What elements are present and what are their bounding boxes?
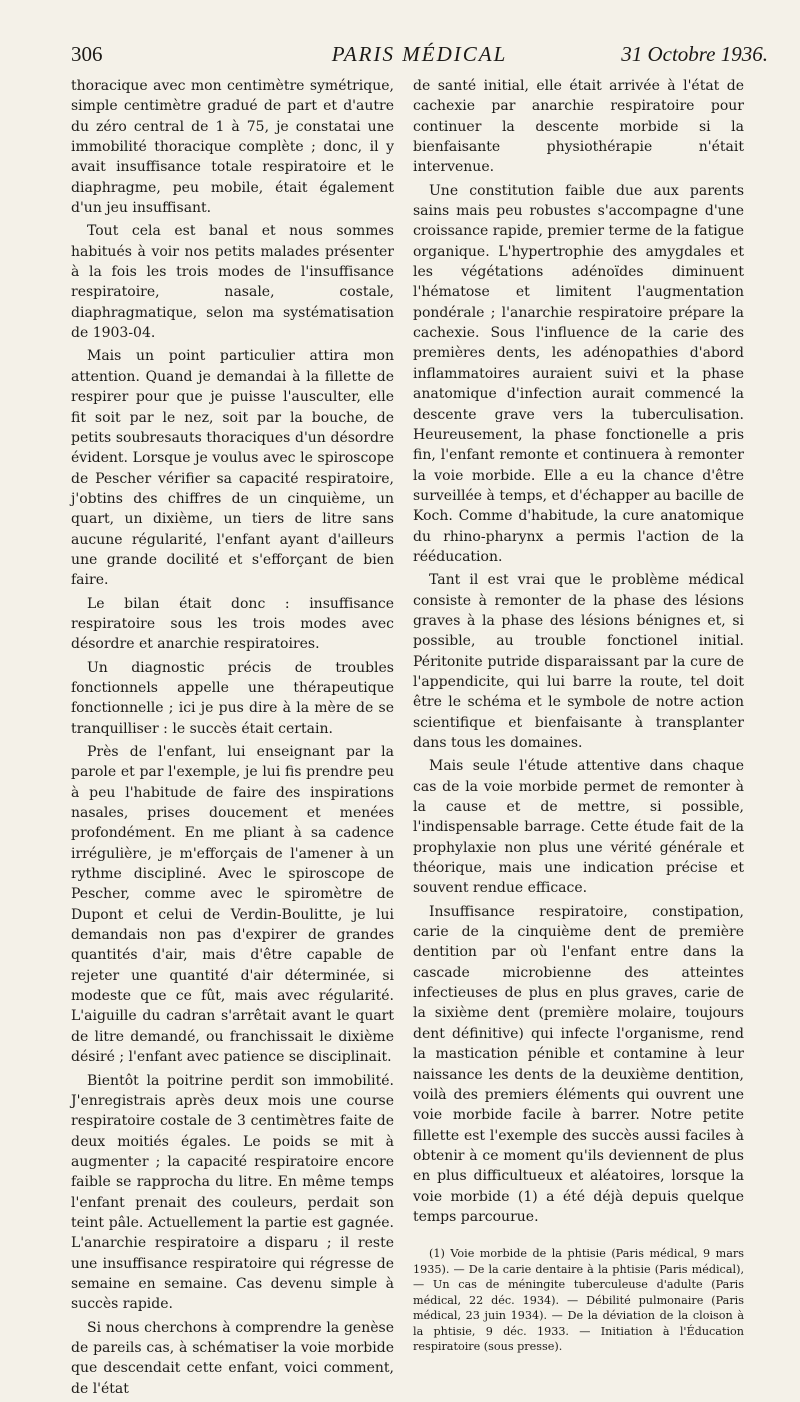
paragraph: Tout cela est banal et nous sommes habitués à voir nos petits malades présenter à la fois les trois modes de l'insuffisance respiratoire, nasale, costale, diaphragmatique, selon ma systématisation de 1903-04. bbox=[71, 223, 394, 342]
paragraph: Le bilan était donc : insuffisance respiratoire sous les trois modes avec désordre et anarchie respiratoires. bbox=[71, 595, 394, 653]
paragraph: Un diagnostic précis de troubles fonctionnels appelle une thérapeutique fonctionnelle ; ici je pus dire à la mère de se tranquilliser : le succès était certain. bbox=[71, 659, 394, 737]
left-column bbox=[71, 76, 394, 1402]
paragraph: Près de l'enfant, lui enseignant par la parole et par l'exemple, je lui fis prendre peu à peu l'habitude de faire des inspirations nasales, prises doucement et menées profondément. En me pliant à sa cadence irrégulière, je m'efforçais de l'amener à un rythme discipliné. Avec le spiroscope de Pescher, comme avec le spiromètre de Dupont et celui de Verdin-Boulitte, je lui demandais non pas d'expirer de grandes quantités d'air, mais d'être capable de rejeter une quantité d'air déterminée, si modeste que ce fût, mais avec régularité. L'aiguille du cadran s'arrêtait avant le quart de litre demandé, ou franchissait le dixième désiré ; l'enfant avec patience se disciplinait. bbox=[71, 744, 394, 1066]
footnote: (1) Voie morbide de la phtisie (Paris médical, 9 mars 1935). — De la carie dentaire à la phtisie (Paris médical), — Un cas de méningite tuberculeuse d'adulte (Paris médical, 22 déc. 1934). — Débilité pulmonaire (Paris médical, 23 juin 1934). — De la déviation de la cloison à la phtisie, 9 déc. 1933. — Initiation à l'Éducation respiratoire (sous presse). bbox=[413, 1247, 744, 1354]
paragraph: Une constitution faible due aux parents sains mais peu robustes s'accompagne d'une croissance rapide, premier terme de la fatigue organique. L'hypertrophie des amygdales et les végétations adénoïdes diminuent l'hématose et limitent l'augmentation pondérale ; l'anarchie respiratoire prépare la cachexie. Sous l'influence de la carie des premières dents, les adénopathies d'abord inflammatoires auraient suivi et la phase anatomique d'infection aurait commencé la descente grave vers la tuberculisation. Heureusement, la phase fonctionelle a pris fin, l'enfant remonte et continuera à remonter la voie morbide. Elle a eu la chance d'être surveillée à temps, et d'échapper au bacille de Koch. Comme d'habitude, la cure anatomique du rhino-pharynx a permis l'action de la rééducation. bbox=[413, 182, 744, 565]
paragraph: thoracique avec mon centimètre symétrique, simple centimètre gradué de part et d'autre du zéro central de 1 à 75, je constatai une immobilité thoracique complète ; donc, il y avait insuffisance totale respiratoire et le diaphragme, peu mobile, était également d'un jeu insuffisant. bbox=[71, 78, 394, 217]
paragraph: Bientôt la poitrine perdit son immobilité. J'enregistrais après deux mois une course respiratoire costale de 3 centimètres faite de deux moitiés égales. Le poids se mit à augmenter ; la capacité respiratoire encore faible se rapprocha du litre. En même temps l'enfant prenait des couleurs, perdait son teint pâle. Actuellement la partie est gagnée. L'anarchie respiratoire a disparu ; il reste une insuffisance respiratoire qui régresse de semaine en semaine. Cas devenu simple à succès rapide. bbox=[71, 1072, 394, 1313]
paragraph: de santé initial, elle était arrivée à l'état de cachexie par anarchie respiratoire pour continuer la descente morbide si la bienfaisante physiothérapie n'était intervenue. bbox=[413, 78, 744, 176]
paragraph: Tant il est vrai que le problème médical consiste à remonter de la phase des lésions graves à la phase des lésions bénignes et, si possible, au trouble fonctionel initial. Péritonite putride disparaissant par la cure de l'appendicite, qui lui barre la route, tel doit être le schéma et le symbole de notre action scientifique et bienfaisante à transplanter dans tous les domaines. bbox=[413, 572, 744, 751]
paragraph: Mais un point particulier attira mon attention. Quand je demandai à la fillette de respirer pour que je puisse l'ausculter, elle fit soit par le nez, soit par la bouche, de petits soubresauts thoraciques d'un désordre évident. Lorsque je voulus avec le spiroscope de Pescher vérifier sa capacité respiratoire, j'obtins des chiffres de un cinquième, un quart, un dixième, un tiers de litre sans aucune régularité, l'enfant ayant d'ailleurs une grande docilité et s'efforçant de bien faire. bbox=[71, 348, 394, 589]
page-number: 306 bbox=[71, 42, 103, 66]
paragraph: Mais seule l'étude attentive dans chaque cas de la voie morbide permet de remonter à la cause et de mettre, si possible, l'indispensable barrage. Cette étude fait de la prophylaxie non plus une vérité générale et théorique, mais une indication précise et souvent rendue efficace. bbox=[413, 758, 744, 897]
issue-date: 31 Octobre 1936. bbox=[621, 42, 768, 66]
journal-title: PARIS MÉDICAL bbox=[331, 42, 508, 66]
paragraph: Insuffisance respiratoire, constipation, carie de la cinquième dent de première dentition par où l'enfant entre dans la cascade microbienne des atteintes infectieuses de plus en plus graves, carie de la sixième dent (première molaire, toujours dent définitive) qui infecte l'organisme, rend la mastication pénible et contamine à leur naissance les dents de la deuxième dentition, voilà des premiers éléments qui ouvrent une voie morbide facile à barrer. Notre petite fillette est l'exemple des succès aussi faciles à obtenir à ce moment qu'ils deviennent de plus en plus difficultueux et aléatoires, lorsque la voie morbide (1) a été déjà depuis quelque temps parcourue. bbox=[413, 903, 744, 1225]
running-header bbox=[71, 42, 768, 72]
right-column bbox=[413, 76, 744, 1358]
footnote-separator bbox=[413, 1230, 744, 1246]
paragraph: Si nous cherchons à comprendre la genèse de pareils cas, à schématiser la voie morbide que descendait cette enfant, voici comment, de l'état bbox=[71, 1319, 394, 1397]
